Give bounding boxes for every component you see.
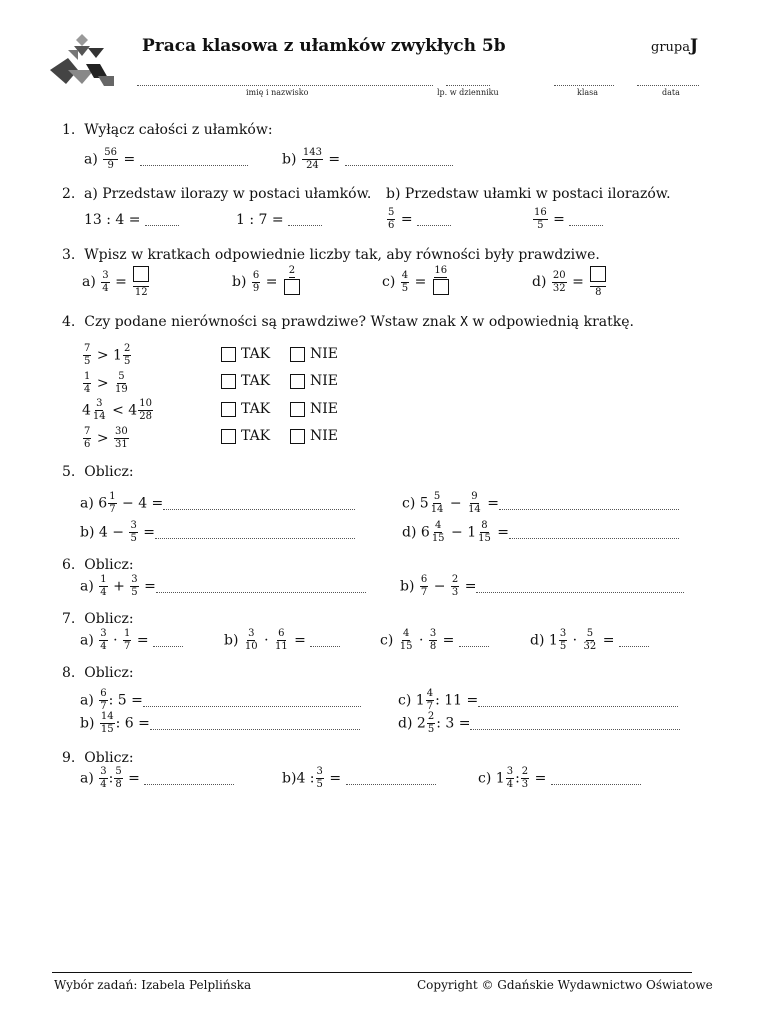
task-5c: c) 5 $\frac{5}{14}$ − $\frac{9}{14}$ =: [402, 492, 679, 515]
checkbox-nie-3[interactable]: NIE: [290, 401, 338, 417]
group-value: J: [690, 36, 699, 56]
checkbox-tak-2[interactable]: TAK: [221, 373, 270, 389]
answer-box[interactable]: [284, 279, 300, 295]
task-1a: a) $\frac{56}{9}$ =: [84, 148, 248, 171]
answer-field[interactable]: [619, 645, 649, 647]
task-2-num: 2.: [62, 186, 76, 202]
task-5a: a) 6 $\frac{1}{7}$ − 4 =: [80, 492, 355, 515]
task-2b-text: b) Przedstaw ułamki w postaci ilorazów.: [386, 186, 671, 202]
answer-field[interactable]: [459, 645, 489, 647]
answer-field[interactable]: [346, 783, 436, 785]
page-title: Praca klasowa z ułamków zwykłych 5b: [142, 36, 506, 56]
checkbox-tak-1[interactable]: TAK: [221, 346, 270, 362]
checkbox-nie-1[interactable]: NIE: [290, 346, 338, 362]
answer-field[interactable]: [288, 224, 322, 226]
answer-field[interactable]: [551, 783, 641, 785]
task-7c: c) $\frac{4}{15}$ · $\frac{3}{8}$ =: [380, 629, 489, 652]
inequality-4: $\frac{7}{6}$ > $\frac{30}{31}$: [84, 426, 128, 450]
answer-field[interactable]: [156, 591, 366, 593]
answer-field[interactable]: [155, 537, 355, 539]
task-1-heading: 1. Wyłącz całości z ułamków:: [62, 122, 273, 138]
answer-field[interactable]: [163, 508, 355, 510]
task-6a: a) $\frac{1}{4}$ + $\frac{3}{5}$ =: [80, 575, 366, 598]
answer-box[interactable]: [133, 266, 149, 282]
task-8d: d) 2 $\frac{2}{5}$ : 3 =: [398, 712, 680, 735]
task-9b: b)4 : $\frac{3}{5}$ =: [282, 767, 436, 790]
task-8b: b) $\frac{14}{15}$ : 6 =: [80, 712, 360, 735]
task-3b: b) $\frac{6}{9}$ = 2: [232, 266, 302, 298]
answer-field[interactable]: [569, 224, 603, 226]
answer-field[interactable]: [417, 224, 451, 226]
inequality-1: $\frac{7}{5}$ > 1 $\frac{2}{5}$: [84, 343, 131, 367]
answer-field[interactable]: [143, 705, 361, 707]
task-5-heading: 5. Oblicz:: [62, 464, 134, 480]
task-3d: d) $\frac{20}{32}$ = 8: [532, 266, 608, 298]
answer-field[interactable]: [499, 508, 679, 510]
task-9c: c) 1 $\frac{3}{4}$ : $\frac{2}{3}$ =: [478, 767, 641, 790]
answer-field[interactable]: [310, 645, 340, 647]
answer-field[interactable]: [470, 728, 680, 730]
task-8-heading: 8. Oblicz:: [62, 665, 134, 681]
date-field[interactable]: [637, 72, 699, 88]
name-label: imię i nazwisko: [246, 88, 309, 97]
task-3a: a) $\frac{3}{4}$ = 12: [82, 266, 151, 298]
answer-field[interactable]: [140, 164, 248, 166]
task-7d: d) 1 $\frac{3}{5}$ · $\frac{5}{32}$ =: [530, 629, 649, 652]
task-6-heading: 6. Oblicz:: [62, 557, 134, 573]
group-label: grupa: [651, 40, 690, 55]
date-label: data: [662, 88, 680, 97]
checkbox-nie-2[interactable]: NIE: [290, 373, 338, 389]
task-1b: b) $\frac{143}{24}$ =: [282, 148, 453, 171]
task-9a: a) $\frac{3}{4}$ : $\frac{5}{8}$ =: [80, 767, 234, 790]
inequality-3: 4 $\frac{3}{14}$ < 4 $\frac{10}{28}$: [82, 398, 152, 422]
tangram-logo: [48, 34, 116, 88]
task-7b: b) $\frac{3}{10}$ · $\frac{6}{11}$ =: [224, 629, 340, 652]
answer-field[interactable]: [153, 645, 183, 647]
footer-author: Wybór zadań: Izabela Pelplińska: [54, 978, 252, 992]
footer-copyright: Copyright © Gdańskie Wydawnictwo Oświatowe: [417, 978, 713, 992]
task-3c: c) $\frac{4}{5}$ = 16: [382, 265, 448, 294]
answer-box[interactable]: [433, 279, 449, 295]
task-7-heading: 7. Oblicz:: [62, 611, 134, 627]
answer-field[interactable]: [150, 728, 360, 730]
answer-field[interactable]: [509, 537, 679, 539]
answer-box[interactable]: [590, 266, 606, 282]
inequality-2: $\frac{1}{4}$ > $\frac{5}{19}$: [84, 371, 128, 395]
task-4-heading: 4. Czy podane nierówności są prawdziwe? Wstaw znak X w odpowiednią kratkę.: [62, 314, 634, 330]
answer-field[interactable]: [345, 164, 453, 166]
task-5b: b) 4 − $\frac{3}{5}$ =: [80, 521, 355, 544]
task-9-heading: 9. Oblicz:: [62, 750, 134, 766]
task-2-item-3: $\frac{5}{6}$ =: [386, 208, 451, 231]
task-8a: a) $\frac{6}{7}$ : 5 =: [80, 689, 361, 712]
number-field[interactable]: [446, 72, 490, 88]
class-label: klasa: [577, 88, 599, 97]
checkbox-tak-3[interactable]: TAK: [221, 401, 270, 417]
task-7a: a) $\frac{3}{4}$ · $\frac{1}{7}$ =: [80, 629, 183, 652]
name-field[interactable]: [137, 72, 433, 88]
task-2-item-1: 13 : 4 =: [84, 212, 179, 228]
checkbox-tak-4[interactable]: TAK: [221, 428, 270, 444]
task-2a-text: a) Przedstaw ilorazy w postaci ułamków.: [84, 186, 372, 202]
class-field[interactable]: [554, 72, 614, 88]
checkbox-nie-4[interactable]: NIE: [290, 428, 338, 444]
answer-field[interactable]: [476, 591, 684, 593]
task-2-item-2: 1 : 7 =: [236, 212, 322, 228]
answer-field[interactable]: [478, 705, 678, 707]
task-5d: d) 6 $\frac{4}{15}$ − 1 $\frac{8}{15}$ =: [402, 521, 679, 544]
answer-field[interactable]: [145, 224, 179, 226]
task-8c: c) 1 $\frac{4}{7}$ : 11 =: [398, 689, 678, 712]
answer-field[interactable]: [144, 783, 234, 785]
task-6b: b) $\frac{6}{7}$ − $\frac{2}{3}$ =: [400, 575, 684, 598]
number-label: lp. w dzienniku: [437, 88, 499, 97]
task-2-item-4: $\frac{16}{5}$ =: [532, 208, 603, 231]
footer-divider: [52, 972, 692, 973]
task-3-heading: 3. Wpisz w kratkach odpowiednie liczby tak, aby równości były prawdziwe.: [62, 247, 600, 263]
